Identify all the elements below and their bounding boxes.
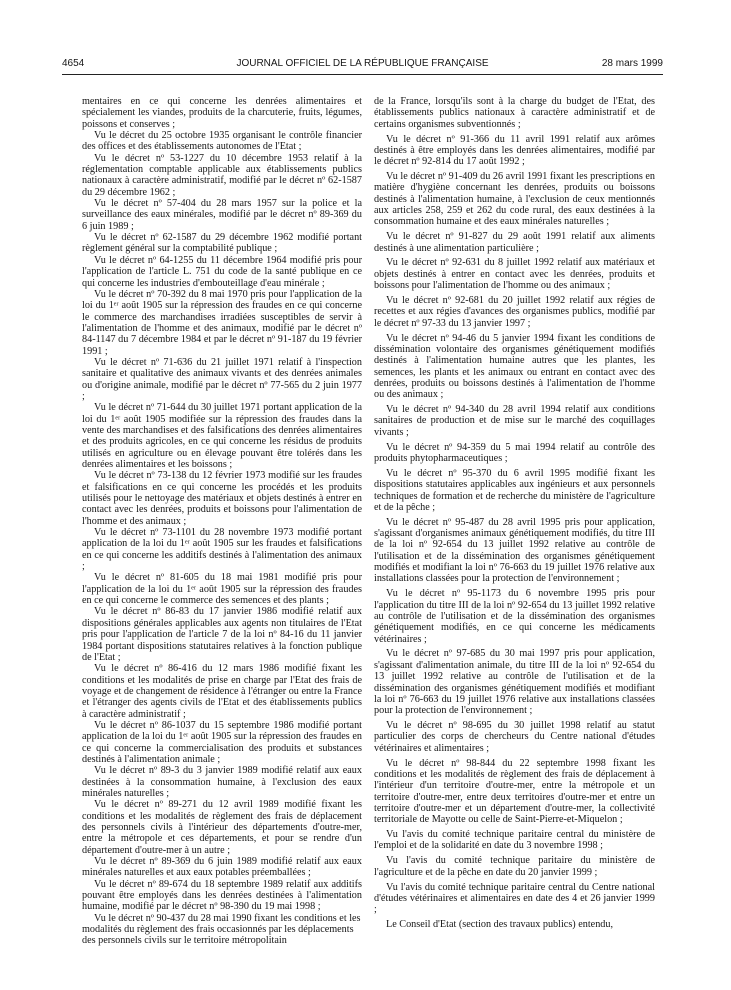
- paragraph: Vu le décret nº 91-366 du 11 avril 1991 relatif aux arômes destinés à être employés dans les denrées alimentaires, modifié par le décret nº 92-814 du 17 août 1992 ;: [374, 133, 655, 168]
- page-header: [62, 57, 663, 71]
- paragraph: Vu le décret nº 90-437 du 28 mai 1990 fixant les conditions et les modalités du règlement des frais occasionnés par les déplacements des personnels civils sur le territoire métropolitain: [82, 912, 361, 947]
- paragraph: Vu le décret nº 53-1227 du 10 décembre 1953 relatif à la réglementation comptable applicable aux établissements publics nationaux à caractère administratif, modifié par le décret nº 62-1587 du 29 décembre 1962 ;: [82, 152, 362, 198]
- paragraph: Vu le décret nº 92-681 du 20 juillet 1992 relatif aux régies de recettes et aux régies d'avances des organismes publics, modifié par le décret nº 97-33 du 13 janvier 1997 ;: [374, 295, 655, 329]
- paragraph: Vu le décret nº 95-487 du 28 avril 1995 pris pour application, s'agissant d'organismes animaux génétiquement modifiés, du titre III de la loi nº 92-654 du 13 juillet 1992 relative au contrôle de l'utilisation et de la dissémination des organismes génétiquement modifiés et modifiant la loi nº 76-663 du 19 juillet 1976 relative aux installations classées pour la protection de l'environnement ;: [374, 516, 655, 585]
- paragraph: Vu le décret nº 92-631 du 8 juillet 1992 relatif aux matériaux et objets destinés à entrer en contact avec les denrées, produits et boissons pour l'alimentation de l'homme ou des animaux ;: [374, 257, 655, 292]
- paragraph: Vu l'avis du comité technique paritaire central du Centre national d'études vétérinaires et alimentaires en date des 4 et 26 janvier 1999 ;: [374, 881, 655, 916]
- paragraph: Vu le décret nº 91-409 du 26 avril 1991 fixant les prescriptions en matière d'hygiène concernant les denrées, produits ou boissons destinés à l'alimentation humaine, à l'exclusion de ceux mentionnés aux articles 258, 259 et 262 du code rural, des eaux destinées à la consommation humaine et des eaux minérales naturelles ;: [374, 171, 655, 228]
- paragraph: Le Conseil d'Etat (section des travaux publics) entendu,: [386, 919, 614, 931]
- paragraph: Vu le décret nº 70-392 du 8 mai 1970 pris pour l'application de la loi du 1ᵉʳ août 1905 sur la répression des fraudes en ce qui concerne le commerce des marchandises irradiées susceptibles de servir à l'alimentation de l'homme et des animaux, modifié par le décret nº 84-1147 du 7 décembre 1984 et par le décret nº 91-187 du 19 février 1991 ;: [82, 288, 362, 357]
- publication-date: 28 mars 1999: [601, 58, 663, 69]
- paragraph: Vu le décret nº 89-369 du 6 juin 1989 modifié relatif aux eaux minérales naturelles et aux eaux potables préemballées ;: [82, 856, 362, 879]
- paragraph: Vu le décret nº 71-636 du 21 juillet 1971 relatif à l'inspection sanitaire et qualitative des animaux vivants et des denrées animales ou d'origine animale, modifié par le décret nº 77-565 du 2 juin 1977 ;: [82, 356, 362, 402]
- page-number: 4654: [62, 58, 85, 69]
- paragraph: Vu le décret nº 73-138 du 12 février 1973 modifié sur les fraudes et falsifications en ce qui concerne les procédés et les produits utilisés pour le nettoyage des matériaux et objets destinés à entrer en contact avec les denrées, produits et boissons pour l'alimentation de l'homme et des animaux ;: [82, 470, 362, 527]
- paragraph: Vu le décret nº 71-644 du 30 juillet 1971 portant application de la loi du 1ᵉʳ août 1905 modifiée sur la répression des fraudes dans la vente des marchandises et des falsifications des denrées alimentaires et des produits agricoles, en ce qui concerne les résidus de produits utilisés en agriculture ou en élevage pouvant être tolérés dans les denrées alimentaires et les boissons ;: [82, 402, 362, 470]
- paragraph: Vu le décret nº 98-844 du 22 septembre 1998 fixant les conditions et les modalités de règlement des frais de déplacement à l'intérieur d'un territoire d'outre-mer, entre la métropole et un territoire d'outre-mer, entre deux territoires d'outre-mer et entre un territoire d'outre-mer et un département d'outre-mer, la collectivité territoriale de Mayotte ou celle de Saint-Pierre-et-Miquelon ;: [374, 757, 655, 826]
- paragraph: Vu le décret nº 91-827 du 29 août 1991 relatif aux aliments destinés à une alimentation particulière ;: [374, 231, 655, 254]
- paragraph: Vu le décret du 25 octobre 1935 organisant le contrôle financier des offices et des établissements autonomes de l'Etat ;: [82, 130, 362, 153]
- paragraph: Vu le décret nº 86-416 du 12 mars 1986 modifié fixant les conditions et les modalités de prise en charge par l'Etat des frais de voyage et de changement de résidence à l'étranger ou entre la France et l'étranger des agents civils de l'Etat et des établissements publics à caractère administratif ;: [82, 663, 362, 720]
- paragraph: Vu le décret nº 73-1101 du 28 novembre 1973 modifié portant application de la loi du 1ᵉʳ août 1905 sur les fraudes et falsifications en ce qui concerne les additifs destinés à l'alimentation des animaux ;: [82, 527, 362, 573]
- paragraph: Vu le décret nº 97-685 du 30 mai 1997 pris pour application, s'agissant d'alimentation animale, du titre III de la loi nº 92-654 du 13 juillet 1992 relative au contrôle de l'utilisation et de la dissémination des organismes génétiquement modifiés et modifiant la loi nº 76-663 du 19 juillet 1976 relative aux installations classées pour la protection de l'environnement ;: [374, 648, 655, 717]
- paragraph: Vu l'avis du comité technique paritaire central du ministère de l'emploi et de la solidarité en date du 3 novembre 1998 ;: [374, 829, 655, 852]
- paragraph: Vu le décret nº 89-674 du 18 septembre 1989 relatif aux additifs pouvant être employés dans les denrées destinées à l'alimentation humaine, modifié par le décret nº 98-390 du 19 mai 1998 ;: [82, 878, 362, 913]
- paragraph: de la France, lorsqu'ils sont à la charge du budget de l'Etat, des établissements publics nationaux à caractère administratif et de certains organismes subventionnés ;: [374, 96, 655, 130]
- paragraph: Vu le décret nº 95-1173 du 6 novembre 1995 pris pour l'application du titre III de la loi nº 92-654 du 13 juillet 1992 relative au contrôle de l'utilisation et de la dissémination des organismes génétiquement modifiés, en ce qui concerne les médicaments vétérinaires ;: [374, 588, 655, 645]
- paragraph: Vu le décret nº 95-370 du 6 avril 1995 modifié fixant les dispositions statutaires applicables aux ingénieurs et aux personnels techniques de formation et de recherche du ministère de l'agriculture et de la pêche ;: [374, 467, 655, 513]
- paragraph: Vu le décret nº 62-1587 du 29 décembre 1962 modifié portant règlement général sur la comptabilité publique ;: [82, 232, 362, 255]
- left-column: [82, 96, 362, 947]
- paragraph: mentaires en ce qui concerne les denrées alimentaires et spécialement les viandes, produits de la charcuterie, fruits, légumes, poissons et conserves ;: [82, 96, 362, 130]
- header-rule: [62, 74, 663, 75]
- paragraph: Vu le décret nº 64-1255 du 11 décembre 1964 modifié pris pour l'application de l'article L. 751 du code de la santé publique en ce qui concerne les industries d'embouteillage d'eau minérale ;: [82, 254, 362, 289]
- paragraph: Vu le décret nº 98-695 du 30 juillet 1998 relatif au statut particulier des corps de chercheurs du Centre national d'études vétérinaires et alimentaires ;: [374, 720, 655, 754]
- paragraph: Vu le décret nº 86-83 du 17 janvier 1986 modifié relatif aux dispositions générales applicables aux agents non titulaires de l'Etat pris pour l'application de l'article 7 de la loi nº 84-16 du 11 janvier 1984 portant dispositions statutaires relatives à la fonction publique de l'Etat ;: [82, 606, 362, 663]
- paragraph: Vu l'avis du comité technique paritaire du ministère de l'agriculture et de la pêche en date du 20 janvier 1999 ;: [374, 855, 655, 878]
- paragraph: Vu le décret nº 89-3 du 3 janvier 1989 modifié relatif aux eaux destinées à la consommation humaine, à l'exclusion des eaux minérales naturelles ;: [82, 765, 362, 799]
- paragraph: Vu le décret nº 94-46 du 5 janvier 1994 fixant les conditions de dissémination volontaire des organismes génétiquement modifiés destinés à l'alimentation humaine autres que les plantes, les semences, les plants et les animaux ou entrant en contact avec des denrées, produits ou boissons destinés à l'alimentation de l'homme ou des animaux ;: [374, 332, 655, 401]
- journal-title: JOURNAL OFFICIEL DE LA RÉPUBLIQUE FRANÇAISE: [236, 58, 489, 69]
- right-column: [374, 96, 655, 934]
- paragraph: Vu le décret nº 57-404 du 28 mars 1957 sur la police et la surveillance des eaux minérales, modifié par le décret nº 89-369 du 6 juin 1989 ;: [82, 198, 362, 232]
- paragraph: Vu le décret nº 81-605 du 18 mai 1981 modifié pris pour l'application de la loi du 1ᵉʳ août 1905 sur la répression des fraudes en ce qui concerne le commerce des semences et des plants ;: [82, 572, 362, 607]
- paragraph: Vu le décret nº 89-271 du 12 avril 1989 modifié fixant les conditions et les modalités de règlement des frais de déplacement des personnels civils à l'intérieur des départements d'outre-mer, entre la métropole et ces départements, et pour se rendre d'un département d'outre-mer à un autre ;: [82, 799, 362, 856]
- paragraph: Vu le décret nº 94-359 du 5 mai 1994 relatif au contrôle des produits phytopharmaceutiques ;: [374, 441, 655, 464]
- paragraph: Vu le décret nº 86-1037 du 15 septembre 1986 modifié portant application de la loi du 1ᵉʳ août 1905 sur la répression des fraudes en ce qui concerne la commercialisation des produits et substances destinés à l'alimentation animale ;: [82, 719, 362, 765]
- paragraph: Vu le décret nº 94-340 du 28 avril 1994 relatif aux conditions sanitaires de production et de mise sur le marché des coquillages vivants ;: [374, 404, 655, 438]
